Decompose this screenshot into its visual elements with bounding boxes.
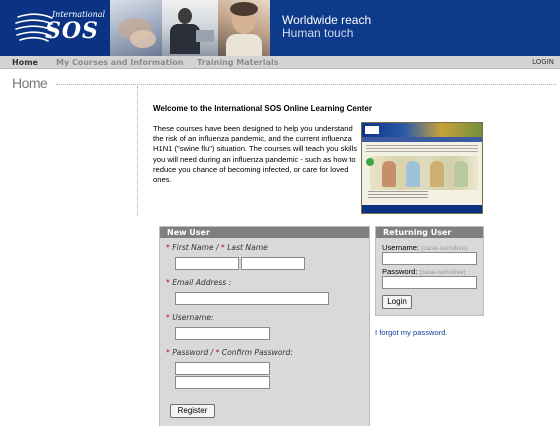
nav-item-home[interactable]: Home <box>12 58 38 67</box>
required-marker: * <box>220 243 225 252</box>
header-photo-hands <box>110 0 162 56</box>
confirm-password-input[interactable] <box>175 376 270 389</box>
case-sensitive-hint: (case-sensitive) <box>421 245 468 252</box>
thumb-person <box>454 161 468 187</box>
returning-user-title: Returning User <box>376 227 483 238</box>
required-marker: * <box>166 278 170 287</box>
email-label: * Email Address : <box>166 278 232 287</box>
thumb-person <box>382 161 396 187</box>
header-photo-headset <box>218 0 270 56</box>
page-title: Home <box>12 75 48 91</box>
required-marker: * <box>166 243 170 252</box>
nav-item-my-courses[interactable]: My Courses and Information <box>56 58 184 67</box>
welcome-description: These courses have been designed to help you understand the risk of an influenza pandemic, and the current influenza H1N1 ("swine flu") situation. The courses will teach you skills you will need during an influenza pandemic - such as how to reduce you chance of becoming infected, or care for loved ones. <box>153 124 358 185</box>
register-button[interactable]: Register <box>170 404 215 418</box>
thumb-caption-lines <box>368 191 428 199</box>
returning-username-label: Username: (case-sensitive) <box>382 243 468 252</box>
thumb-header-strip <box>362 123 483 137</box>
header-slogan <box>282 14 371 40</box>
thumb-title-bar <box>362 137 483 142</box>
login-button[interactable]: Login <box>382 295 412 309</box>
new-user-panel <box>159 226 370 426</box>
nav-login-link[interactable]: LOGIN <box>532 58 554 66</box>
main-nav <box>0 56 560 69</box>
new-user-title: New User <box>160 227 369 238</box>
nav-item-training-materials[interactable]: Training Materials <box>197 58 279 67</box>
case-sensitive-hint: (case-sensitive) <box>419 269 466 276</box>
required-marker: * <box>166 313 170 322</box>
required-marker: * <box>215 348 220 357</box>
thumb-person <box>430 161 444 187</box>
header-banner <box>0 0 560 56</box>
header-photo-strip <box>110 0 270 56</box>
welcome-heading: Welcome to the International SOS Online Learning Center <box>153 104 372 113</box>
slogan-line-1: Worldwide reach <box>282 13 372 27</box>
required-marker: * <box>166 348 170 357</box>
returning-password-input[interactable] <box>382 276 477 289</box>
thumb-person <box>406 161 420 187</box>
last-name-input[interactable] <box>241 257 305 270</box>
thumb-footer-bar <box>362 205 483 213</box>
first-name-input[interactable] <box>175 257 239 270</box>
thumb-logo <box>365 126 379 134</box>
forgot-password-link[interactable]: I forgot my password. <box>375 328 448 337</box>
name-label: * First Name / * Last Name <box>166 243 268 252</box>
email-input[interactable] <box>175 292 329 305</box>
returning-password-label: Password: (case-sensitive) <box>382 267 466 276</box>
header-photo-office <box>162 0 218 56</box>
username-label: * Username: <box>166 313 214 322</box>
slogan-line-2: Human touch <box>282 26 354 40</box>
returning-username-input[interactable] <box>382 252 477 265</box>
vertical-divider <box>137 86 138 216</box>
logo-sos-text: SOS <box>45 18 99 44</box>
title-divider <box>56 84 556 85</box>
thumb-green-marker <box>366 158 374 166</box>
international-sos-logo[interactable] <box>0 0 110 56</box>
new-password-input[interactable] <box>175 362 270 375</box>
password-label: * Password / * Confirm Password: <box>166 348 293 357</box>
new-username-input[interactable] <box>175 327 270 340</box>
course-preview-image <box>361 122 483 214</box>
thumb-text-lines <box>366 145 478 153</box>
logo-international-text: International <box>52 10 106 19</box>
